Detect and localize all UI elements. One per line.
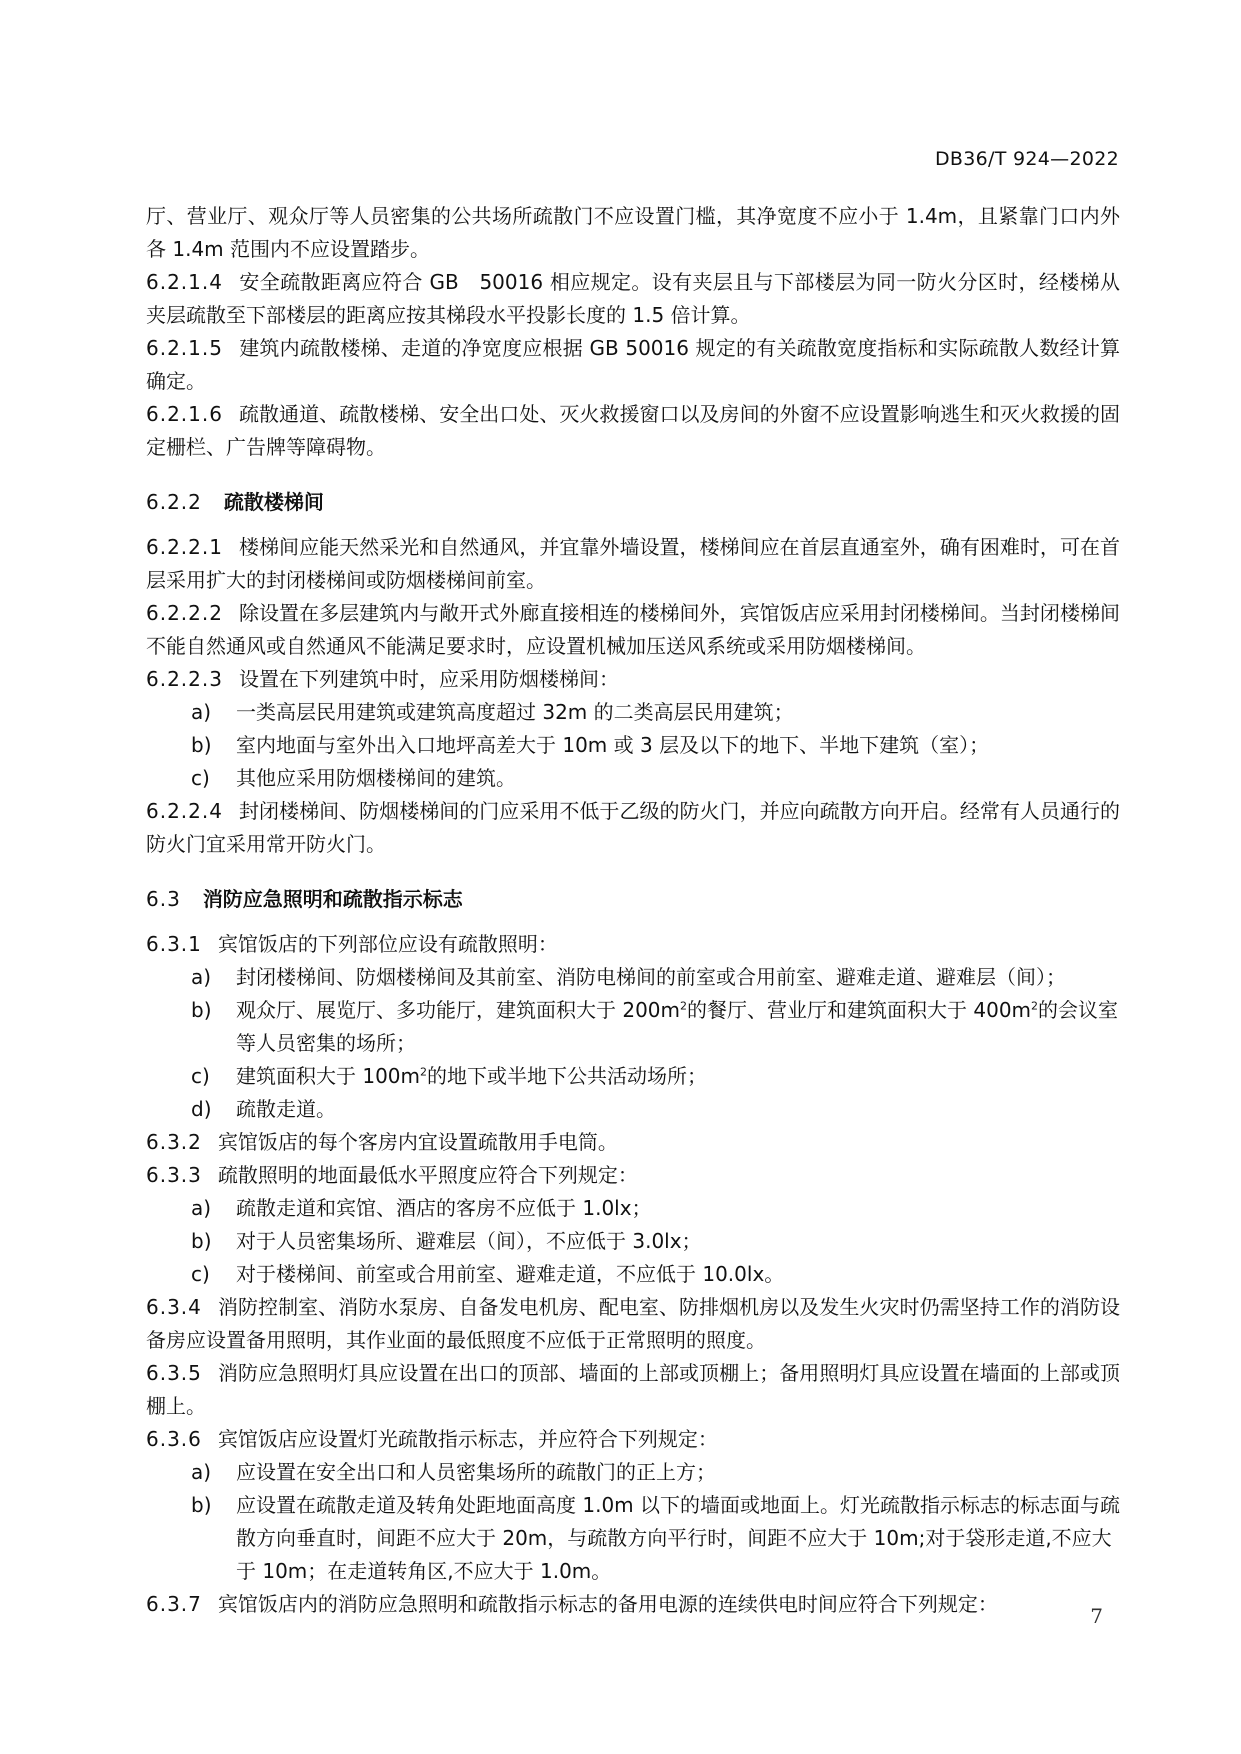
clause-number: 6.3.4 — [146, 1295, 202, 1319]
list-item — [146, 1489, 1120, 1588]
list-marker: c) — [191, 1262, 210, 1286]
clause-number: 6.2.1.5 — [146, 336, 223, 360]
clause-number: 6.2.2.1 — [146, 535, 223, 559]
clause-number: 6.3.1 — [146, 932, 202, 956]
list-item-text: 一类高层民用建筑或建筑高度超过 32m 的二类高层民用建筑； — [236, 700, 794, 724]
clause-text: 消防应急照明灯具应设置在出口的顶部、墙面的上部或顶棚上；备用照明灯具应设置在墙面的上部或顶棚上。 — [146, 1361, 1120, 1418]
list-item-text: 对于人员密集场所、避难层（间），不应低于 3.0lx； — [236, 1229, 702, 1253]
list-marker: a) — [191, 965, 212, 989]
list-marker: a) — [191, 700, 212, 724]
clause-6-3-3 — [146, 1159, 1120, 1192]
clause-number: 6.2.2.4 — [146, 799, 223, 823]
list-item — [146, 1093, 1120, 1126]
clause-6-3-2 — [146, 1126, 1120, 1159]
clause-text: 封闭楼梯间、防烟楼梯间的门应采用不低于乙级的防火门，并应向疏散方向开启。经常有人员通行的防火门宜采用常开防火门。 — [146, 799, 1120, 856]
list-item — [146, 762, 1120, 795]
list-item-text: 观众厅、展览厅、多功能厅，建筑面积大于 200m — [236, 998, 681, 1022]
clause-6-3-4 — [146, 1291, 1120, 1357]
page-body — [146, 200, 1120, 1621]
clause-6-3-5 — [146, 1357, 1120, 1423]
clause-number: 6.2.2.2 — [146, 601, 223, 625]
clause-text: 宾馆饭店的下列部位应设有疏散照明： — [217, 932, 558, 956]
section-title: 疏散楼梯间 — [223, 490, 324, 514]
clause-text: 设置在下列建筑中时，应采用防烟楼梯间： — [238, 667, 619, 691]
section-number: 6.3 — [146, 887, 181, 911]
superscript: 2 — [1031, 999, 1039, 1013]
list-item — [146, 1060, 1120, 1093]
paragraph-text: 厅、营业厅、观众厅等人员密集的公共场所疏散门不应设置门槛，其净宽度不应小于 1.4m，且紧靠门口内外各 1.4m 范围内不应设置踏步。 — [146, 204, 1120, 261]
clause-6-2-1-4 — [146, 266, 1120, 332]
clause-text: 疏散通道、疏散楼梯、安全出口处、灭火救援窗口以及房间的外窗不应设置影响逃生和灭火救援的固定栅栏、广告牌等障碍物。 — [146, 402, 1120, 459]
document-code: DB36/T 924—2022 — [934, 148, 1119, 170]
list-item — [146, 729, 1120, 762]
clause-text: 除设置在多层建筑内与敞开式外廊直接相连的楼梯间外，宾馆饭店应采用封闭楼梯间。当封闭楼梯间不能自然通风或自然通风不能满足要求时，应设置机械加压送风系统或采用防烟楼梯间。 — [146, 601, 1120, 658]
list-marker: b) — [191, 1229, 212, 1253]
paragraph — [146, 200, 1120, 266]
superscript: 2 — [680, 999, 688, 1013]
list-marker: b) — [191, 733, 212, 757]
list-item-text: 应设置在疏散走道及转角处距地面高度 1.0m 以下的墙面或地面上。灯光疏散指示标志的标志面与疏散方向垂直时，间距不应大于 20m，与疏散方向平行时，间距不应大于 10m;对于袋形走道,不应大于 10m；在走道转角区,不应大于 1.0m。 — [236, 1493, 1121, 1583]
list-item-text: 疏散走道。 — [236, 1097, 336, 1121]
list-item-text: 封闭楼梯间、防烟楼梯间及其前室、消防电梯间的前室或合用前室、避难走道、避难层（间）； — [236, 965, 1066, 989]
list-item — [146, 1456, 1120, 1489]
list-item — [146, 994, 1120, 1060]
clause-text: 宾馆饭店的每个客房内宜设置疏散用手电筒。 — [217, 1130, 618, 1154]
clause-text: 楼梯间应能天然采光和自然通风，并宜靠外墙设置，楼梯间应在首层直通室外，确有困难时，可在首层采用扩大的封闭楼梯间或防烟楼梯间前室。 — [146, 535, 1120, 592]
list-marker: c) — [191, 766, 210, 790]
clause-text: 消防控制室、消防水泵房、自备发电机房、配电室、防排烟机房以及发生火灾时仍需坚持工作的消防设备房应设置备用照明，其作业面的最低照度不应低于正常照明的照度。 — [146, 1295, 1120, 1352]
clause-6-2-2-2 — [146, 597, 1120, 663]
clause-6-3-6 — [146, 1423, 1120, 1456]
clause-text: 宾馆饭店内的消防应急照明和疏散指示标志的备用电源的连续供电时间应符合下列规定： — [217, 1592, 998, 1616]
list-item — [146, 1192, 1120, 1225]
clause-number: 6.2.1.6 — [146, 402, 223, 426]
list-item-text: 的餐厅、营业厅和建筑面积大于 400m — [687, 998, 1032, 1022]
list-item-text: 其他应采用防烟楼梯间的建筑。 — [236, 766, 516, 790]
page-number: 7 — [1090, 1604, 1103, 1628]
list-item — [146, 961, 1120, 994]
list-marker: b) — [191, 998, 212, 1022]
list-marker: d) — [191, 1097, 212, 1121]
list-item — [146, 1225, 1120, 1258]
list-item — [146, 696, 1120, 729]
section-heading-6-3 — [146, 883, 1120, 916]
section-number: 6.2.2 — [146, 490, 202, 514]
clause-number: 6.3.5 — [146, 1361, 202, 1385]
clause-number: 6.2.2.3 — [146, 667, 223, 691]
clause-text: 建筑内疏散楼梯、走道的净宽度应根据 GB 50016 规定的有关疏散宽度指标和实际疏散人数经计算确定。 — [146, 336, 1120, 393]
list-item-text: 的会议室等人员密集的场所； — [236, 998, 1119, 1055]
clause-number: 6.3.7 — [146, 1592, 202, 1616]
clause-6-3-7 — [146, 1588, 1120, 1621]
clause-number: 6.3.3 — [146, 1163, 202, 1187]
list-item-text: 室内地面与室外出入口地坪高差大于 10m 或 3 层及以下的地下、半地下建筑（室）； — [236, 733, 990, 757]
list-marker: b) — [191, 1493, 212, 1517]
section-heading-6-2-2 — [146, 486, 1120, 519]
list-item-text: 疏散走道和宾馆、酒店的客房不应低于 1.0lx； — [236, 1196, 652, 1220]
clause-text: 宾馆饭店应设置灯光疏散指示标志，并应符合下列规定： — [217, 1427, 718, 1451]
superscript: 2 — [420, 1065, 428, 1079]
clause-6-2-2-4 — [146, 795, 1120, 861]
clause-6-2-1-6 — [146, 398, 1120, 464]
clause-6-2-1-5 — [146, 332, 1120, 398]
list-item-text: 应设置在安全出口和人员密集场所的疏散门的正上方； — [236, 1460, 716, 1484]
list-marker: a) — [191, 1460, 212, 1484]
list-item-text: 对于楼梯间、前室或合用前室、避难走道，不应低于 10.0lx。 — [236, 1262, 785, 1286]
clause-number: 6.3.2 — [146, 1130, 202, 1154]
list-item-text: 的地下或半地下公共活动场所； — [427, 1064, 708, 1088]
clause-6-2-2-3 — [146, 663, 1120, 696]
clause-text: 安全疏散距离应符合 GB 50016 相应规定。设有夹层且与下部楼层为同一防火分区时，经楼梯从夹层疏散至下部楼层的距离应按其梯段水平投影长度的 1.5 倍计算。 — [146, 270, 1120, 327]
clause-6-2-2-1 — [146, 531, 1120, 597]
clause-number: 6.3.6 — [146, 1427, 202, 1451]
list-marker: c) — [191, 1064, 210, 1088]
clause-number: 6.2.1.4 — [146, 270, 223, 294]
clause-6-3-1 — [146, 928, 1120, 961]
list-marker: a) — [191, 1196, 212, 1220]
list-item-text: 建筑面积大于 100m — [236, 1064, 421, 1088]
clause-text: 疏散照明的地面最低水平照度应符合下列规定： — [217, 1163, 638, 1187]
section-title: 消防应急照明和疏散指示标志 — [202, 887, 463, 911]
list-item — [146, 1258, 1120, 1291]
